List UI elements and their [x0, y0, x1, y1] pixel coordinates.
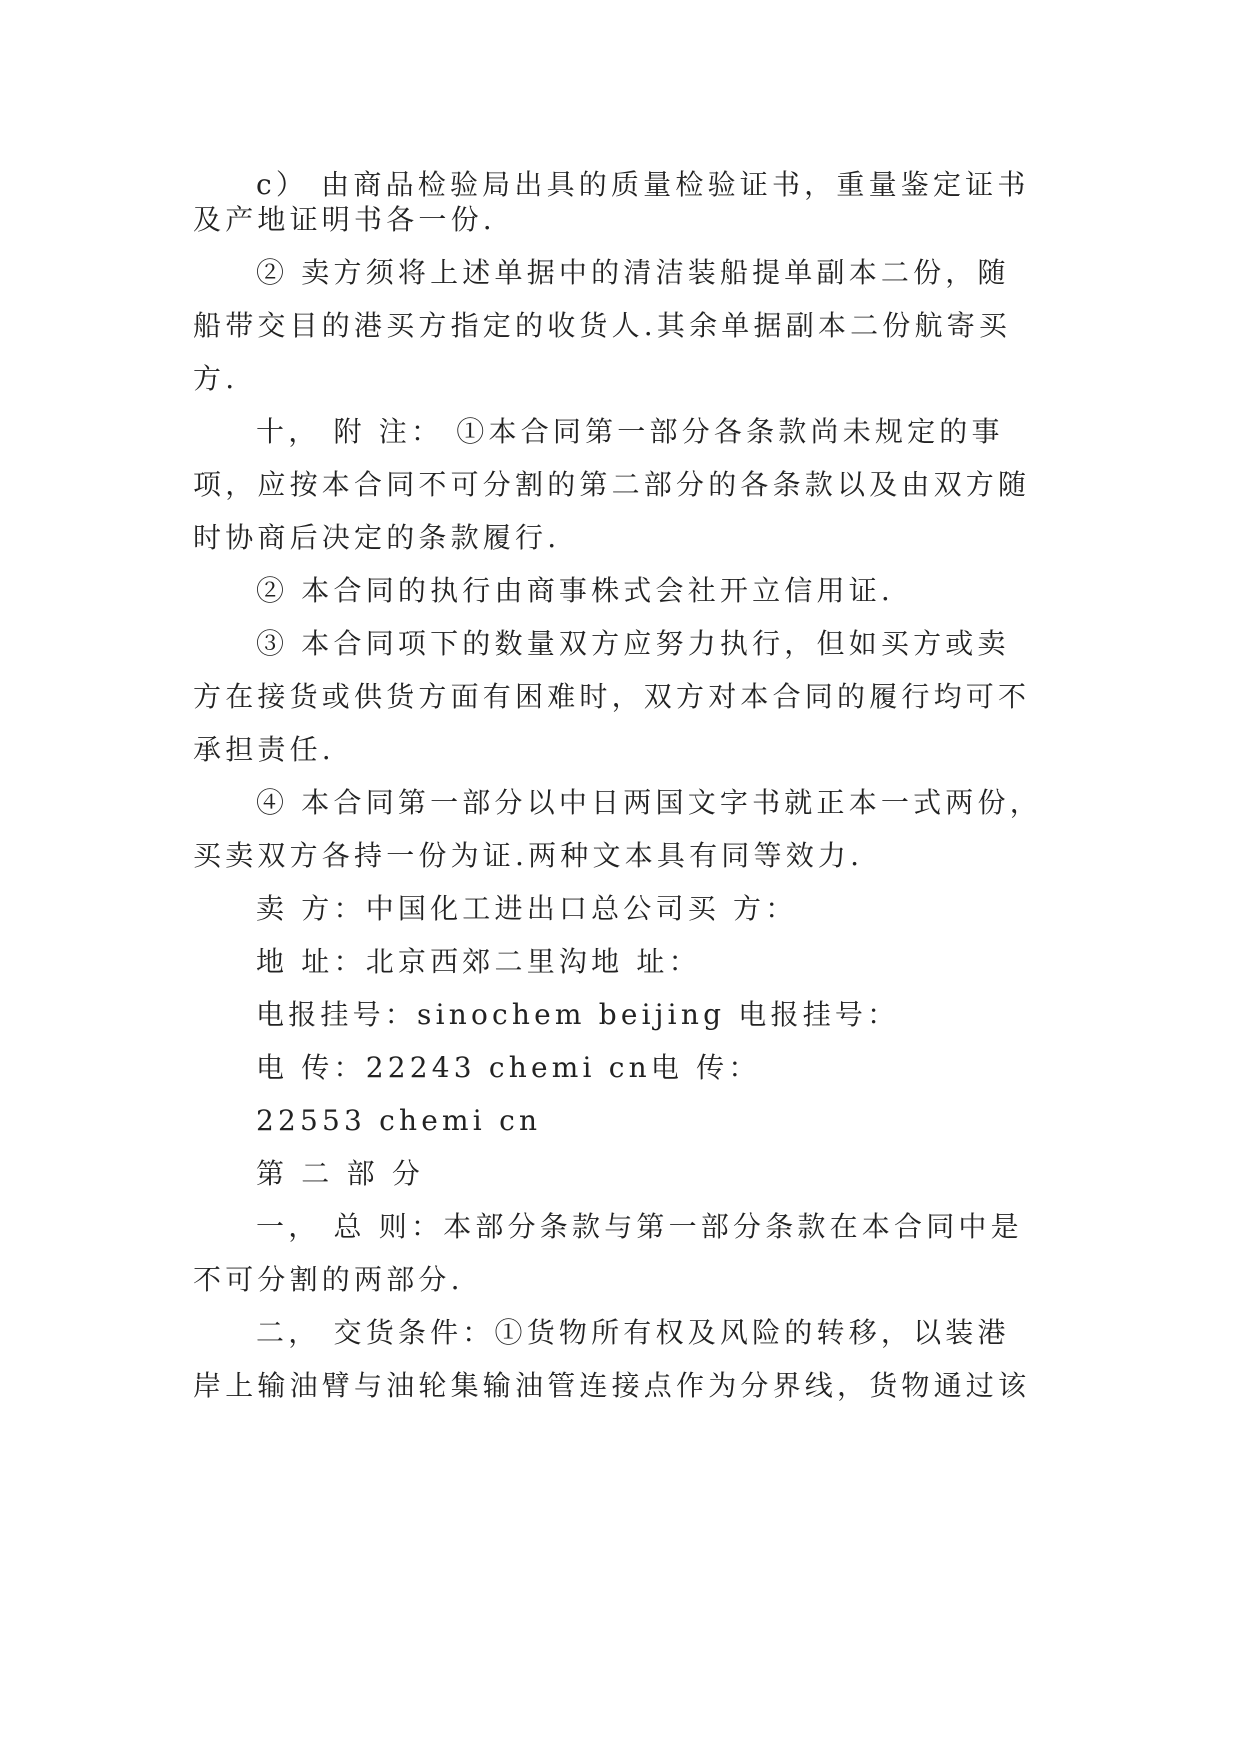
- text-line: ② 卖方须将上述单据中的清洁装船提单副本二份，随: [256, 256, 1010, 289]
- text-line: 方在接货或供货方面有困难时，双方对本合同的履行均可不: [193, 680, 1031, 713]
- text-line: 时协商后决定的条款履行.: [193, 521, 561, 554]
- text-line: 项，应按本合同不可分割的第二部分的各条款以及由双方随: [193, 468, 1031, 501]
- text-line: 卖 方：中国化工进出口总公司买 方：: [256, 892, 798, 925]
- text-line: ④ 本合同第一部分以中日两国文字书就正本一式两份，: [256, 786, 1042, 819]
- text-line: 买卖双方各持一份为证.两种文本具有同等效力.: [193, 839, 864, 872]
- text-line: 方.: [193, 362, 239, 395]
- text-line: 第 二 部 分: [256, 1157, 425, 1190]
- text-line: 电报挂号：sinochem beijing 电报挂号：: [256, 998, 900, 1031]
- text-line: 一， 总 则：本部分条款与第一部分条款在本合同中是: [256, 1210, 1023, 1243]
- text-line: 及产地证明书各一份.: [193, 203, 496, 236]
- text-line: 电 传：22243 chemi cn电 传：: [256, 1051, 761, 1084]
- text-line: 承担责任.: [193, 733, 335, 766]
- text-line: 不可分割的两部分.: [193, 1263, 464, 1296]
- text-line: ③ 本合同项下的数量双方应努力执行，但如买方或卖: [256, 627, 1010, 660]
- text-line: 十， 附 注： ①本合同第一部分各条款尚未规定的事: [256, 415, 1004, 448]
- text-line: 二， 交货条件：①货物所有权及风险的转移，以装港: [256, 1316, 1010, 1349]
- text-line: c） 由商品检验局出具的质量检验证书，重量鉴定证书: [256, 168, 1030, 201]
- text-line: 岸上输油臂与油轮集输油管连接点作为分界线，货物通过该: [193, 1369, 1031, 1402]
- text-line: 地 址：北京西郊二里沟地 址：: [256, 945, 701, 978]
- text-line: 22553 chemi cn: [256, 1104, 542, 1137]
- text-line: 船带交目的港买方指定的收货人.其余单据副本二份航寄买: [193, 309, 1012, 342]
- text-line: ② 本合同的执行由商事株式会社开立信用证.: [256, 574, 895, 607]
